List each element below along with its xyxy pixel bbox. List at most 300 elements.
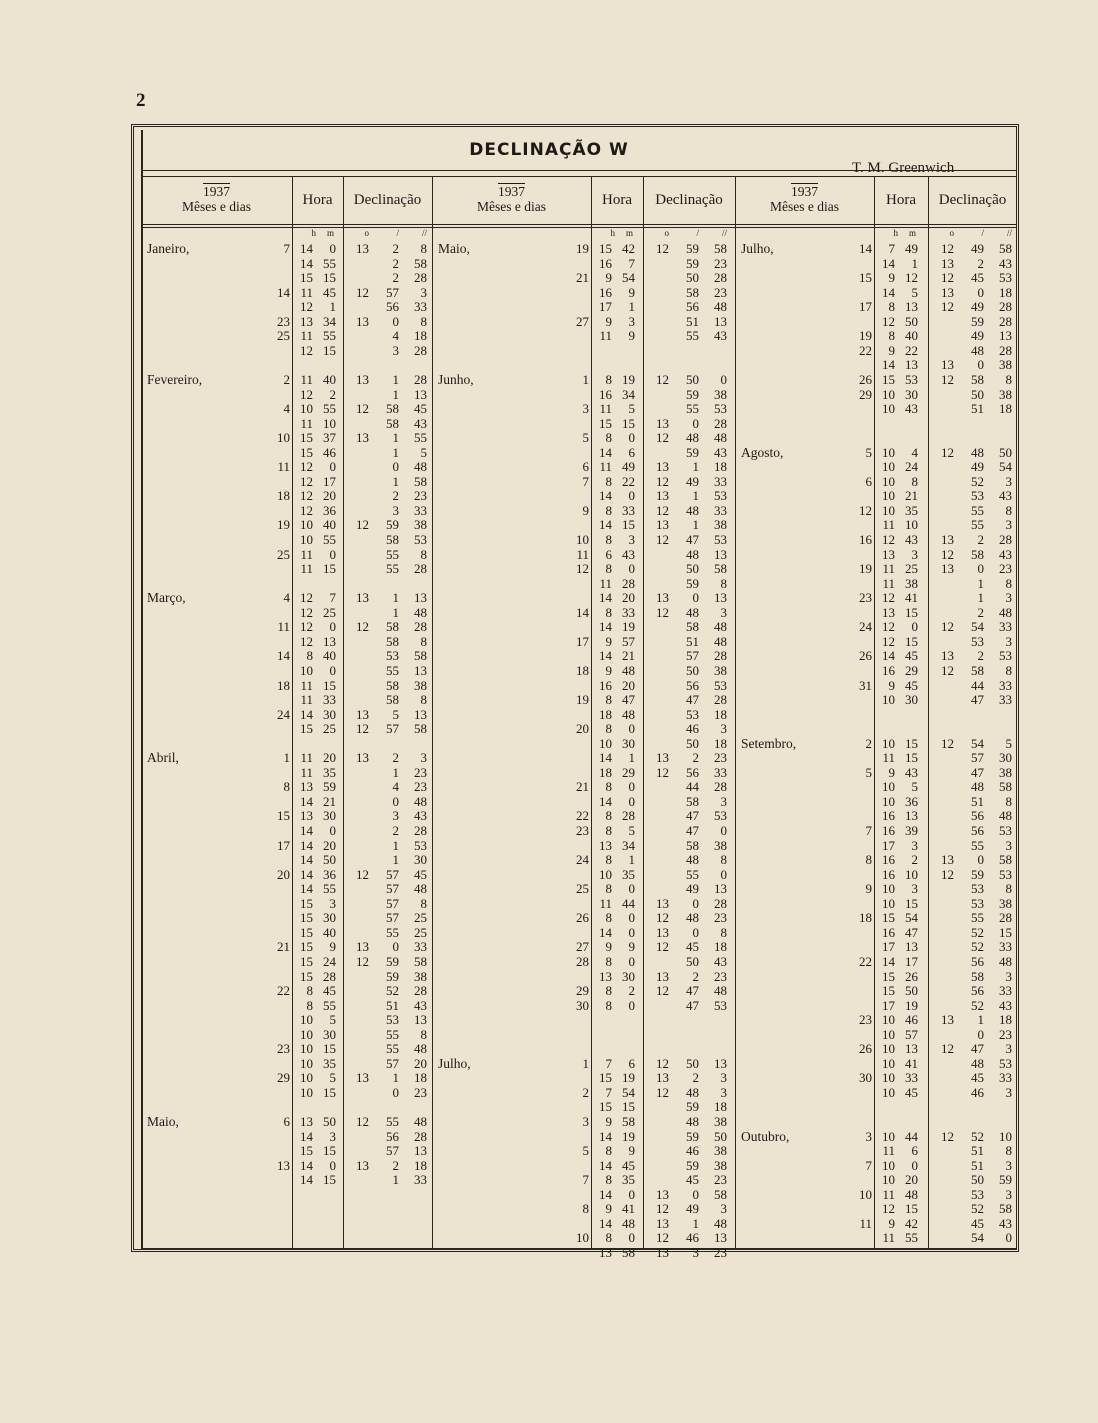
hour-h: 8 [888,328,895,344]
decl-min: 58 [971,662,984,678]
hour-h: 9 [888,270,895,286]
hour-h: 12 [882,532,895,547]
decl-sec: 28 [999,532,1012,547]
decl-sec: 48 [414,604,427,620]
day-number: 18 [576,662,589,678]
day-number: 7 [865,823,872,838]
hour-m: 36 [323,866,336,882]
hour-h: 8 [605,561,612,577]
hour-h: 14 [300,837,313,853]
day-number: 1 [582,371,589,387]
decl-min: 50 [686,561,699,577]
hour-m: 40 [323,371,336,387]
hour-h: 15 [300,910,313,926]
decl-sec: 58 [714,1186,727,1202]
day-number: 1 [582,1055,589,1071]
hour-h: 7 [605,1055,612,1071]
unit-sec: // [721,228,727,238]
decl-sec: 45 [414,401,427,417]
hour-h: 11 [599,328,612,344]
hour-m: 15 [323,270,336,286]
decl-deg: 13 [356,241,369,256]
month-label: Abril, [147,750,179,766]
hour-h: 8 [605,910,612,926]
hour-m: 40 [323,648,336,664]
decl-min: 3 [692,1244,699,1260]
decl-min: 58 [686,793,699,809]
decl-min: 2 [392,823,399,838]
decl-min: 53 [971,633,984,649]
hour-m: 19 [622,619,635,635]
hour-m: 3 [329,895,336,911]
decl-sec: 58 [999,241,1012,256]
decl-sec: 13 [414,706,427,722]
hour-m: 8 [911,473,918,489]
table-subtitle: T. M. Greenwich [852,160,955,176]
hour-m: 54 [905,910,918,926]
decl-sec: 18 [414,1070,427,1086]
decl-sec: 23 [414,488,427,504]
decl-sec: 3 [1005,968,1012,984]
hour-m: 0 [329,459,336,475]
block-sep-2 [735,176,736,1248]
decl-deg: 13 [656,895,669,911]
hour-h: 9 [605,633,612,649]
hour-h: 16 [882,852,895,868]
decl-sec: 8 [1005,502,1012,518]
hour-m: 55 [323,881,336,897]
hour-m: 15 [905,1201,918,1217]
hour-h: 10 [882,895,895,911]
unit-h: h [893,228,898,238]
decl-min: 53 [386,1012,399,1028]
decl-min: 58 [386,677,399,693]
hour-h: 16 [882,808,895,824]
decl-min: 50 [971,1172,984,1188]
decl-sec: 3 [720,1070,727,1086]
day-number: 12 [576,561,589,577]
decl-min: 58 [686,619,699,635]
decl-deg: 12 [356,284,369,300]
decl-min: 2 [977,604,984,620]
hour-m: 7 [329,590,336,606]
decl-deg: 13 [356,313,369,329]
header-bottom-rule [141,224,1017,225]
decl-deg: 12 [656,1230,669,1246]
header-declination: Declinação [655,192,723,208]
decl-sec: 43 [999,1215,1012,1231]
decl-sec: 38 [999,357,1012,373]
decl-sec: 38 [414,517,427,533]
decl-sec: 3 [1005,1084,1012,1100]
hour-h: 8 [605,823,612,838]
decl-deg: 12 [356,517,369,533]
decl-sec: 28 [714,415,727,431]
day-number: 23 [859,1012,872,1028]
decl-deg: 12 [656,983,669,999]
hour-m: 25 [905,561,918,577]
day-number: 31 [859,677,872,693]
decl-sec: 3 [720,1201,727,1217]
decl-sec: 8 [720,924,727,940]
hour-m: 21 [905,488,918,504]
decl-min: 48 [686,502,699,518]
decl-sec: 8 [420,895,427,911]
decl-min: 52 [386,983,399,999]
decl-min: 48 [971,342,984,358]
decl-sec: 8 [420,1026,427,1042]
decl-min: 2 [692,750,699,766]
day-number: 26 [859,371,872,387]
day-number: 17 [859,299,872,315]
hour-h: 11 [882,1143,895,1159]
hour-h: 16 [882,823,895,838]
decl-min: 0 [392,1084,399,1100]
hour-m: 33 [622,502,635,518]
decl-min: 46 [686,721,699,737]
hour-m: 3 [911,837,918,853]
header-hour: Hora [602,192,632,208]
hour-m: 50 [323,1114,336,1129]
hour-h: 11 [882,750,895,766]
day-number: 19 [277,517,290,533]
hour-h: 13 [882,546,895,562]
decl-deg: 13 [656,459,669,475]
day-number: 4 [283,590,290,606]
hour-h: 9 [605,1114,612,1129]
hour-m: 28 [323,968,336,984]
decl-sec: 30 [414,852,427,868]
hour-m: 15 [323,677,336,693]
hour-m: 30 [323,808,336,824]
hour-m: 55 [323,328,336,344]
hour-h: 11 [599,575,612,591]
hour-h: 10 [882,444,895,460]
hour-h: 9 [605,1201,612,1217]
hour-m: 13 [905,939,918,955]
decl-sec: 48 [414,1041,427,1057]
header-declination: Declinação [353,192,422,208]
hour-m: 13 [323,633,336,649]
decl-sec: 23 [714,910,727,926]
day-number: 14 [576,604,589,620]
month-label: Março, [147,590,186,606]
decl-min: 0 [392,793,399,809]
decl-min: 46 [971,1084,984,1100]
decl-sec: 48 [414,793,427,809]
decl-sec: 18 [714,1099,727,1115]
decl-deg: 12 [941,866,954,882]
day-number: 30 [859,1070,872,1086]
day-number: 23 [277,1041,290,1057]
hour-m: 0 [329,823,336,838]
col-sep-decl-1 [643,176,644,1248]
decl-sec: 28 [414,619,427,635]
day-number: 7 [582,473,589,489]
hour-m: 26 [905,968,918,984]
decl-deg: 13 [656,1244,669,1260]
decl-min: 56 [386,1128,399,1144]
decl-deg: 12 [656,1055,669,1071]
hour-h: 12 [882,619,895,635]
decl-min: 44 [971,677,984,693]
hour-h: 8 [605,983,612,999]
decl-min: 2 [392,255,399,271]
decl-deg: 12 [356,721,369,737]
hour-h: 8 [605,532,612,547]
day-number: 10 [277,430,290,446]
hour-m: 57 [905,1026,918,1042]
hour-h: 14 [599,1186,612,1202]
unit-min: / [981,228,984,238]
decl-sec: 3 [420,750,427,766]
hour-h: 17 [882,939,895,955]
decl-min: 1 [392,590,399,606]
decl-min: 59 [686,255,699,271]
decl-sec: 53 [999,1055,1012,1071]
decl-sec: 53 [999,823,1012,838]
decl-sec: 28 [414,823,427,838]
decl-min: 50 [686,735,699,751]
hour-m: 29 [622,764,635,780]
day-number: 17 [576,633,589,649]
hour-h: 11 [300,692,313,708]
hour-m: 30 [622,968,635,984]
hour-h: 14 [300,255,313,271]
decl-min: 1 [392,430,399,446]
decl-sec: 5 [420,444,427,460]
decl-deg: 13 [656,1215,669,1231]
decl-min: 58 [386,401,399,417]
hour-m: 9 [329,939,336,955]
decl-sec: 54 [999,459,1012,475]
decl-min: 52 [971,939,984,955]
hour-h: 9 [605,270,612,286]
hour-h: 10 [882,1157,895,1173]
decl-deg: 12 [656,764,669,780]
decl-sec: 5 [1005,735,1012,751]
decl-min: 49 [971,328,984,344]
day-number: 29 [277,1070,290,1086]
day-number: 20 [576,721,589,737]
hour-h: 14 [599,444,612,460]
day-number: 24 [277,706,290,722]
decl-min: 1 [977,1012,984,1028]
hour-h: 8 [605,371,612,387]
page-number: 2 [136,90,146,111]
hour-h: 10 [300,1070,313,1086]
decl-sec: 3 [1005,590,1012,606]
hour-m: 21 [323,793,336,809]
decl-sec: 38 [414,677,427,693]
hour-m: 0 [628,1186,635,1202]
decl-min: 3 [392,502,399,518]
decl-sec: 28 [714,692,727,708]
decl-deg: 12 [941,735,954,751]
unit-m: m [625,228,633,238]
hour-m: 34 [622,837,635,853]
decl-sec: 33 [999,983,1012,999]
decl-deg: 12 [656,241,669,256]
decl-min: 48 [686,1084,699,1100]
decl-deg: 13 [356,590,369,606]
decl-min: 58 [971,968,984,984]
hour-m: 40 [323,517,336,533]
decl-min: 59 [386,953,399,969]
hour-h: 14 [882,357,895,373]
decl-deg: 13 [656,590,669,606]
hour-h: 15 [300,430,313,446]
decl-sec: 53 [714,997,727,1013]
hour-h: 12 [300,604,313,620]
decl-min: 58 [971,371,984,387]
decl-min: 59 [686,444,699,460]
hour-m: 6 [911,1143,918,1159]
decl-sec: 33 [414,502,427,518]
day-number: 14 [859,241,872,256]
decl-min: 59 [686,1157,699,1173]
hour-h: 8 [605,997,612,1013]
day-number: 3 [582,401,589,417]
decl-sec: 3 [420,284,427,300]
month-label: Julho, [741,241,774,256]
decl-sec: 53 [714,808,727,824]
hour-m: 2 [329,386,336,402]
day-number: 2 [283,371,290,387]
hour-h: 14 [300,241,313,256]
decl-min: 58 [386,619,399,635]
hour-h: 10 [300,1041,313,1057]
day-number: 23 [576,823,589,838]
hour-h: 6 [605,546,612,562]
hour-m: 43 [905,532,918,547]
decl-deg: 12 [356,1114,369,1129]
decl-sec: 0 [720,866,727,882]
day-number: 27 [576,313,589,329]
day-number: 3 [865,1128,872,1144]
decl-deg: 13 [656,415,669,431]
decl-min: 47 [686,808,699,824]
hour-m: 13 [905,357,918,373]
decl-sec: 13 [714,313,727,329]
hour-h: 11 [882,575,895,591]
decl-sec: 18 [999,1012,1012,1028]
decl-deg: 12 [656,910,669,926]
day-number: 2 [865,735,872,751]
decl-min: 55 [971,837,984,853]
hour-m: 45 [905,1084,918,1100]
hour-m: 20 [622,590,635,606]
decl-min: 45 [686,1172,699,1188]
hour-h: 10 [882,1041,895,1057]
decl-min: 59 [686,575,699,591]
decl-min: 48 [686,1114,699,1129]
hour-m: 17 [323,473,336,489]
hour-h: 7 [605,1084,612,1100]
decl-min: 5 [392,706,399,722]
decl-min: 1 [392,1172,399,1188]
hour-m: 48 [905,1186,918,1202]
decl-min: 51 [971,1157,984,1173]
decl-min: 45 [971,1215,984,1231]
decl-min: 51 [971,793,984,809]
hour-h: 14 [300,706,313,722]
day-number: 9 [865,881,872,897]
decl-min: 1 [392,764,399,780]
unit-h: h [311,228,316,238]
decl-min: 47 [686,692,699,708]
decl-min: 55 [686,866,699,882]
decl-sec: 33 [999,619,1012,635]
decl-deg: 13 [941,852,954,868]
decl-deg: 12 [941,1128,954,1144]
hour-h: 10 [300,517,313,533]
hour-m: 22 [905,342,918,358]
decl-min: 45 [971,1070,984,1086]
hour-h: 10 [882,1070,895,1086]
decl-sec: 48 [714,633,727,649]
hour-h: 12 [882,633,895,649]
decl-min: 2 [392,1157,399,1173]
decl-sec: 18 [999,284,1012,300]
decl-sec: 48 [714,430,727,446]
decl-min: 1 [392,473,399,489]
day-number: 4 [283,401,290,417]
decl-deg: 13 [356,1157,369,1173]
decl-min: 55 [386,662,399,678]
decl-sec: 8 [1005,662,1012,678]
hour-m: 22 [622,473,635,489]
decl-deg: 12 [941,662,954,678]
hour-m: 4 [911,444,918,460]
day-number: 16 [859,532,872,547]
decl-min: 58 [386,692,399,708]
hour-h: 13 [300,808,313,824]
hour-m: 47 [905,924,918,940]
decl-min: 54 [971,619,984,635]
decl-deg: 13 [356,750,369,766]
unit-deg: o [949,228,954,238]
month-label: Junho, [438,371,474,387]
day-number: 15 [859,270,872,286]
hour-m: 0 [628,561,635,577]
decl-sec: 58 [414,721,427,737]
hour-m: 30 [622,735,635,751]
hour-m: 55 [905,1230,918,1246]
hour-m: 35 [323,1055,336,1071]
hour-m: 6 [628,444,635,460]
decl-sec: 33 [999,939,1012,955]
decl-min: 0 [692,1186,699,1202]
decl-sec: 43 [414,808,427,824]
decl-min: 57 [386,866,399,882]
decl-min: 58 [386,532,399,547]
decl-sec: 10 [999,1128,1012,1144]
decl-deg: 12 [656,1201,669,1217]
hour-m: 5 [911,284,918,300]
hour-h: 8 [605,1143,612,1159]
decl-min: 3 [392,342,399,358]
hour-m: 5 [911,779,918,795]
decl-min: 52 [971,1201,984,1217]
decl-sec: 28 [414,270,427,286]
hour-h: 9 [888,1215,895,1231]
header-months-label: Mêses e dias [770,199,839,214]
day-number: 17 [277,837,290,853]
decl-min: 48 [971,1055,984,1071]
hour-h: 15 [300,895,313,911]
decl-sec: 8 [420,633,427,649]
